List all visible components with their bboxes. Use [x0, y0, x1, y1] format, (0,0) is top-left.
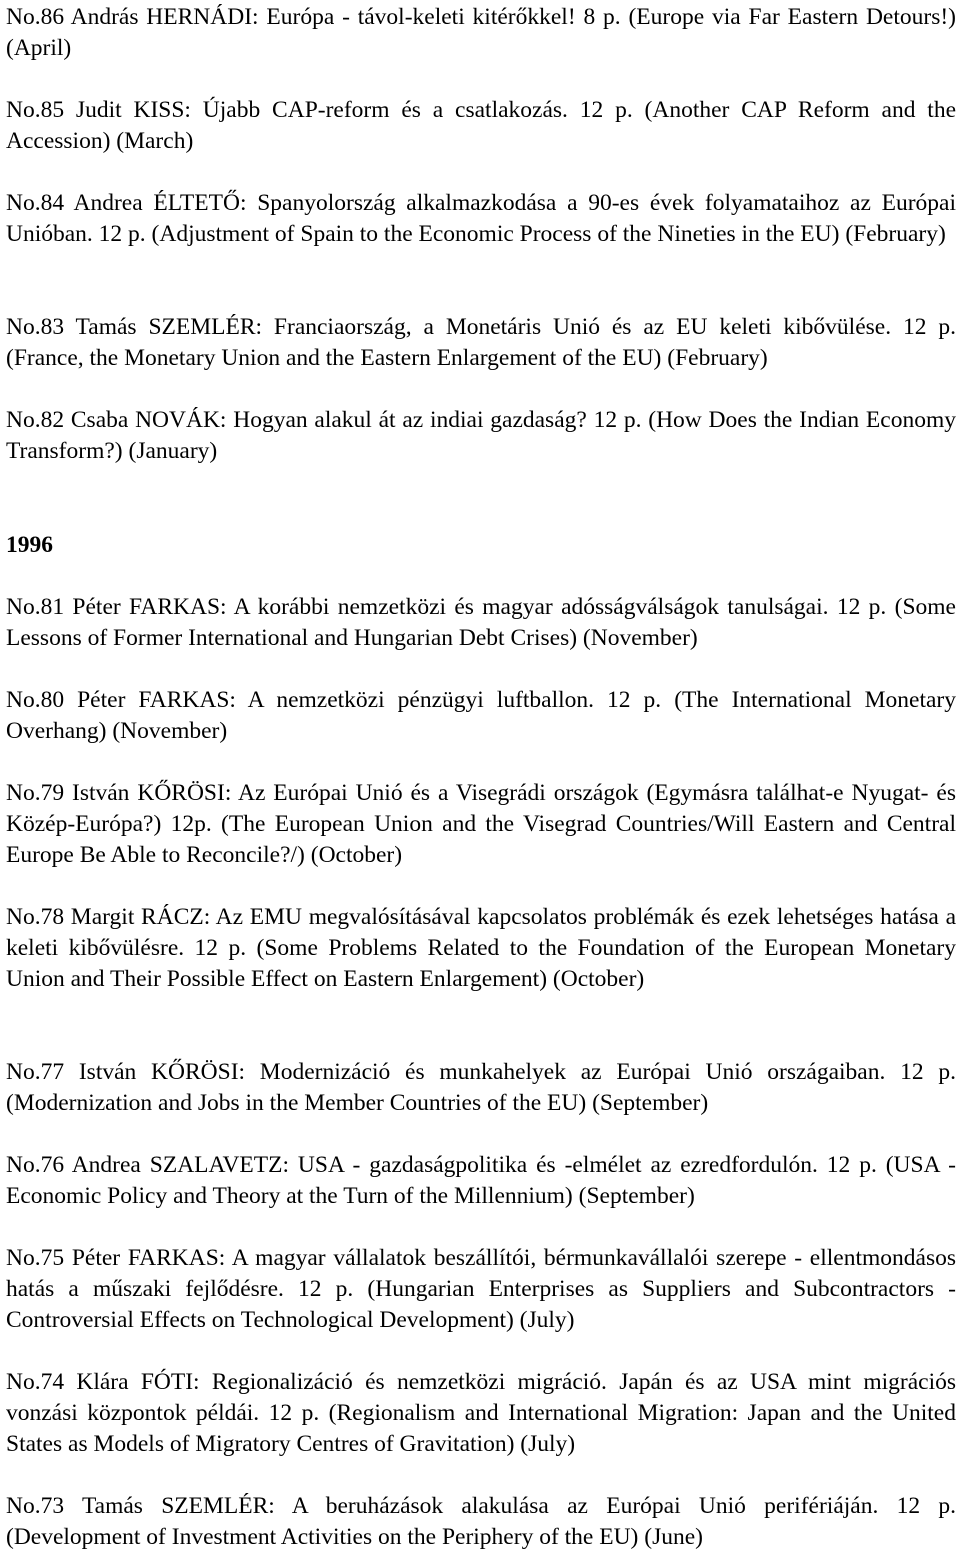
entry-no85: No.85 Judit KISS: Újabb CAP-reform és a csatlakozás. 12 p. (Another CAP Reform and the Accession) (March): [6, 97, 956, 154]
entry-no80: No.80 Péter FARKAS: A nemzetközi pénzügyi luftballon. 12 p. (The International Monetary Overhang) (November): [6, 687, 956, 744]
entry-no78: No.78 Margit RÁCZ: Az EMU megvalósításával kapcsolatos problémák és ezek lehetséges hatása a keleti kibővülésre. 12 p. (Some Problems Related to the Foundation of the European Monetary Union and Their Possible Effect on Eastern Enlargement) (October): [6, 904, 956, 992]
entry-no73: No.73 Tamás SZEMLÉR: A beruházások alakulása az Európai Unió perifériáján. 12 p. (Development of Investment Activities on the Periphery of the EU) (June): [6, 1493, 956, 1550]
entry-no75: No.75 Péter FARKAS: A magyar vállalatok beszállítói, bérmunkavállalói szerepe - ellentmondásos hatás a műszaki fejlődésre. 12 p. (Hungarian Enterprises as Suppliers and Subcontractors - Controversial Effects on Technological Development) (July): [6, 1245, 956, 1333]
entry-no76: No.76 Andrea SZALAVETZ: USA - gazdaságpolitika és -elmélet az ezredfordulón. 12 p. (USA - Economic Policy and Theory at the Turn of the Millennium) (September): [6, 1152, 956, 1209]
entry-no84: No.84 Andrea ÉLTETŐ: Spanyolország alkalmazkodása a 90-es évek folyamataihoz az Európai Unióban. 12 p. (Adjustment of Spain to the Economic Process of the Nineties in the EU) (February): [6, 190, 956, 247]
entry-no79: No.79 István KŐRÖSI: Az Európai Unió és a Visegrádi országok (Egymásra találhat-e Nyugat- és Közép-Európa?) 12p. (The European Union and the Visegrad Countries/Will Eastern and Central Europe Be Able to Reconcile?/) (October): [6, 780, 956, 868]
entry-no82: No.82 Csaba NOVÁK: Hogyan alakul át az indiai gazdaság? 12 p. (How Does the Indian Economy Transform?) (January): [6, 407, 956, 464]
entry-no77: No.77 István KŐRÖSI: Modernizáció és munkahelyek az Európai Unió országaiban. 12 p. (Modernization and Jobs in the Member Countries of the EU) (September): [6, 1059, 956, 1116]
year-heading: 1996: [6, 532, 53, 558]
entry-no81: No.81 Péter FARKAS: A korábbi nemzetközi és magyar adósságválságok tanulságai. 12 p. (Some Lessons of Former International and Hungarian Debt Crises) (November): [6, 594, 956, 651]
entry-no74: No.74 Klára FÓTI: Regionalizáció és nemzetközi migráció. Japán és az USA mint migrációs vonzási központok példái. 12 p. (Regionalism and International Migration: Japan and the United States as Models of Migratory Centres of Gravitation) (July): [6, 1369, 956, 1457]
entry-no83: No.83 Tamás SZEMLÉR: Franciaország, a Monetáris Unió és az EU keleti kibővülése. 12 p. (France, the Monetary Union and the Eastern Enlargement of the EU) (February): [6, 314, 956, 371]
entry-no86: No.86 András HERNÁDI: Európa - távol-keleti kitérőkkel! 8 p. (Europe via Far Eastern Detours!) (April): [6, 4, 956, 61]
